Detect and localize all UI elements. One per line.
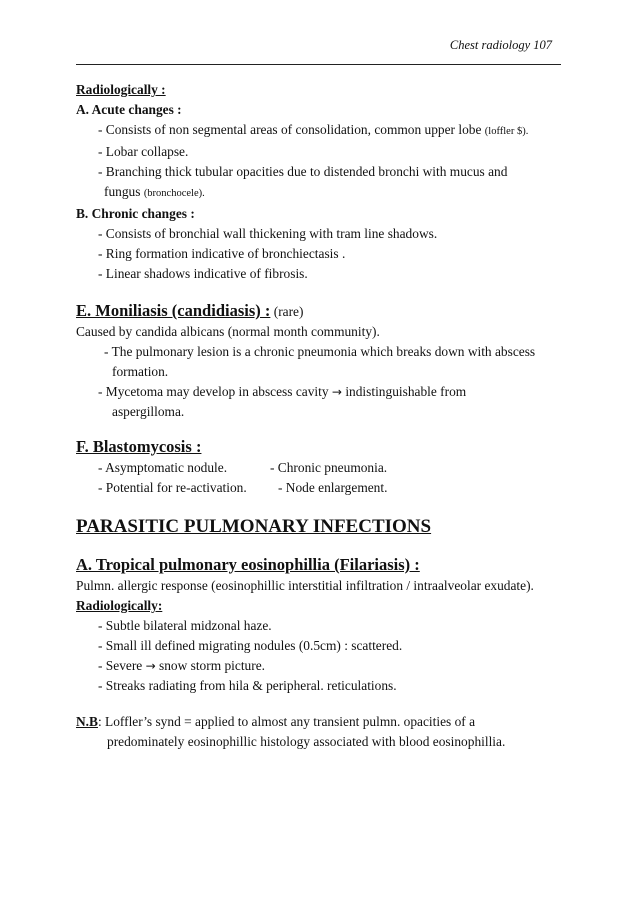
tropical-item-severe-b: snow storm picture. <box>155 658 265 673</box>
parasitic-heading: PARASITIC PULMONARY INFECTIONS <box>76 516 432 537</box>
tropical-heading: A. Tropical pulmonary eosinophillia (Filariasis) : <box>76 555 420 574</box>
tropical-item-streaks: - Streaks radiating from hila & peripheral. reticulations. <box>98 678 397 693</box>
moniliasis-heading: E. Moniliasis (candidiasis) : <box>76 301 271 320</box>
tropical-item-haze: - Subtle bilateral midzonal haze. <box>98 618 272 633</box>
chronic-item-linear: - Linear shadows indicative of fibrosis. <box>98 266 308 281</box>
nb-line-2: predominately eosinophillic histology associated with blood eosinophillia. <box>107 734 506 749</box>
tropical-radiologically-heading: Radiologically: <box>76 598 163 613</box>
right-arrow-icon: → <box>145 659 156 673</box>
blastomycosis-item-nodule: - Asymptomatic nodule. <box>98 460 228 475</box>
nb-note <box>76 712 566 732</box>
chronic-changes-heading: B. Chronic changes : <box>76 206 195 221</box>
nb-line-1: : Loffler’s synd = applied to almost any transient pulmn. opacities of a <box>97 714 476 729</box>
acute-changes-heading: A. Acute changes : <box>76 102 182 117</box>
nb-label: N.B <box>76 714 98 729</box>
blastomycosis-item-reactivation: - Potential for re-activation. <box>98 480 247 495</box>
page-content <box>76 80 566 752</box>
tropical-item-nodules: - Small ill defined migrating nodules (0.5cm) : scattered. <box>98 638 403 653</box>
acute-item-branching-cont-text: fungus <box>104 184 144 199</box>
moniliasis-item-lesion-cont: formation. <box>112 364 169 379</box>
tropical-description: Pulmn. allergic response (eosinophillic interstitial infiltration / intraalveolar exudate). <box>76 578 534 593</box>
blastomycosis-row-1 <box>76 458 566 478</box>
acute-item-consolidation-note: (loffler $). <box>484 126 529 137</box>
blastomycosis-item-pneumonia: - Chronic pneumonia. <box>270 460 388 475</box>
radiologically-heading: Radiologically : <box>76 82 166 97</box>
right-arrow-icon: → <box>331 385 342 399</box>
moniliasis-cause: Caused by candida albicans (normal month community). <box>76 324 380 339</box>
tropical-item-severe-a: - Severe <box>98 658 146 673</box>
chronic-item-ring: - Ring formation indicative of bronchiectasis . <box>98 246 346 261</box>
blastomycosis-heading: F. Blastomycosis : <box>76 437 202 456</box>
acute-item-consolidation <box>76 120 566 142</box>
moniliasis-item-mycetoma-cont: aspergilloma. <box>112 404 185 419</box>
moniliasis-note: (rare) <box>273 304 304 319</box>
chronic-item-wall: - Consists of bronchial wall thickening with tram line shadows. <box>98 226 438 241</box>
acute-item-branching: - Branching thick tubular opacities due to distended bronchi with mucus and <box>98 164 508 179</box>
header-rule <box>76 64 561 65</box>
acute-item-consolidation-text: - Consists of non segmental areas of consolidation, common upper lobe <box>98 122 485 137</box>
blastomycosis-row-2 <box>76 478 566 498</box>
moniliasis-item-mycetoma-b: indistinguishable from <box>341 384 467 399</box>
moniliasis-heading-line <box>76 300 566 322</box>
moniliasis-item-lesion: - The pulmonary lesion is a chronic pneumonia which breaks down with abscess <box>104 344 536 359</box>
acute-item-collapse: - Lobar collapse. <box>98 144 189 159</box>
moniliasis-item-mycetoma-a: - Mycetoma may develop in abscess cavity <box>98 384 332 399</box>
moniliasis-item-mycetoma <box>76 382 566 402</box>
acute-item-branching-cont <box>76 182 566 204</box>
acute-item-branching-cont-note: (bronchocele). <box>143 188 205 199</box>
running-header: Chest radiology 107 <box>449 38 552 52</box>
blastomycosis-item-node: - Node enlargement. <box>278 480 388 495</box>
tropical-item-severe <box>76 656 566 676</box>
